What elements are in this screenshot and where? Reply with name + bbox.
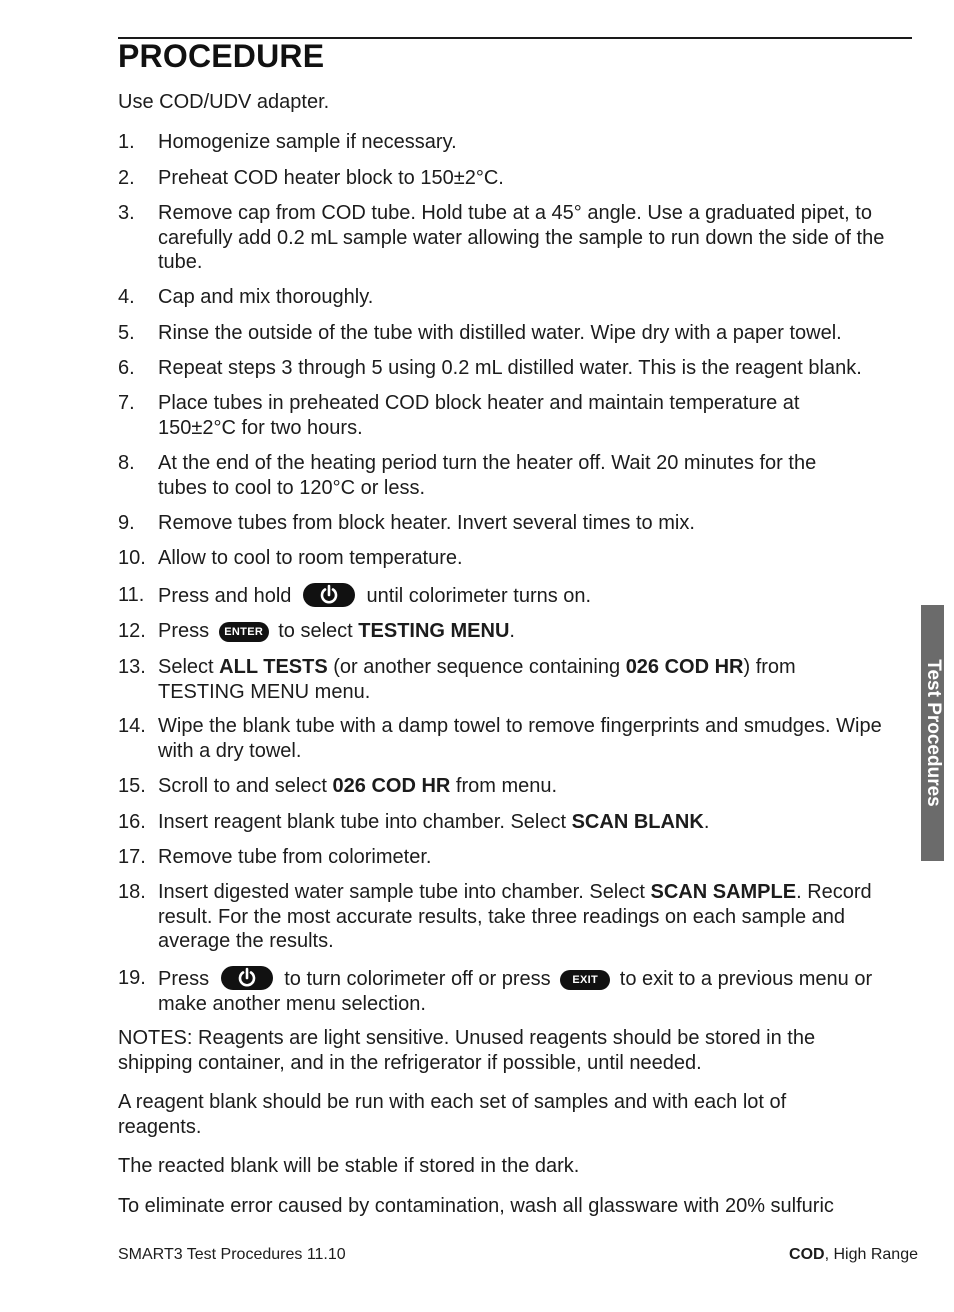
step [118,511,918,536]
step [118,451,918,500]
step-number: 19. [118,967,146,989]
step [118,966,918,1016]
step-number: 5. [118,322,135,344]
menu-name: TESTING MENU [358,620,510,642]
step-text: from menu. [455,775,558,797]
menu-name: ALL TESTS [219,656,328,678]
step [118,583,918,609]
power-icon [303,583,355,607]
note-paragraph: NOTES: Reagents are light sensitive. Unused reagents should be stored in the shipping container, and in the refrigerator if possible, until needed. [118,1027,816,1074]
step-number: 6. [118,357,135,379]
step-text: . [509,620,515,642]
note-paragraph: The reacted blank will be stable if stored in the dark. [118,1155,580,1177]
footer-left: SMART3 Test Procedures 11.10 [118,1246,346,1263]
step-text: to exit to a previous menu or make another menu selection. [158,968,873,1015]
step [118,356,928,381]
step [118,655,918,704]
step-text: Press [158,968,210,990]
section-side-tab [921,605,944,861]
step-number: 7. [118,392,135,414]
step-number: 8. [118,452,135,474]
step-text: Remove tube from colorimeter. [158,846,432,868]
step-text: ) from TESTING MENU menu. [158,656,796,703]
step-number: 18. [118,881,146,903]
power-icon [221,966,273,990]
step-text: Preheat COD heater block to 150±2°C. [158,167,504,189]
side-tab-label: Test Procedures [922,659,944,807]
menu-option: SCAN BLANK [571,811,704,833]
test-name: 026 COD HR [625,656,744,678]
exit-key-icon: EXIT [560,970,610,990]
step-number: 17. [118,846,146,868]
step-text: to turn colorimeter off or press [284,968,551,990]
step-text: Remove cap from COD tube. Hold tube at a 45° angle. Use a graduated pipet, to carefully add 0.2 mL sample water allowing the sample to run down the side of the tube. [158,202,885,273]
step [118,845,918,870]
step [118,880,918,954]
step [118,321,918,346]
step-text: Remove tubes from block heater. Invert several times to mix. [158,512,695,534]
step-text: Press [158,620,210,642]
step [118,619,918,644]
step-text: Insert reagent blank tube into chamber. Select [158,811,567,833]
step-text: . [703,811,710,833]
footer-right [789,1246,918,1264]
page-title: PROCEDURE [118,38,325,74]
step-text: . Record result. For the most accurate results, take three readings on each sample and average the results. [158,881,872,952]
step-text: (or another sequence containing [333,656,621,678]
step-number: 2. [118,167,135,189]
step [118,810,918,835]
step-number: 12. [118,620,146,642]
step [118,130,918,155]
test-name: 026 COD HR [332,775,451,797]
step-number: 13. [118,656,146,678]
menu-option: SCAN SAMPLE [650,881,797,903]
enter-key-icon: ENTER [219,622,269,642]
step-text: until colorimeter turns on. [366,585,592,607]
step-number: 16. [118,811,146,833]
step [118,391,918,440]
footer-range: , High Range [824,1246,918,1263]
step-text: to select [278,620,353,642]
step [118,774,918,799]
step [118,714,918,763]
step-text: Press and hold [158,585,292,607]
step-text: Repeat steps 3 through 5 using 0.2 mL distilled water. This is the reagent blank. [158,357,862,379]
step-number: 11. [118,584,145,606]
step-text: At the end of the heating period turn the heater off. Wait 20 minutes for the tubes to cool to 120°C or less. [158,452,817,499]
step-number: 1. [118,131,135,153]
step-number: 15. [118,775,146,797]
step-text: Rinse the outside of the tube with distilled water. Wipe dry with a paper towel. [158,322,842,344]
note-paragraph: A reagent blank should be run with each set of samples and with each lot of reagents. [118,1091,787,1138]
step-text: Cap and mix thoroughly. [158,286,374,308]
step [118,166,918,191]
step-number: 4. [118,286,135,308]
step-text: Scroll to and select [158,775,327,797]
step-number: 14. [118,715,146,737]
step-text: Wipe the blank tube with a damp towel to remove fingerprints and smudges. Wipe with a dry towel. [158,715,882,762]
step-text: Insert digested water sample tube into chamber. Select [158,881,645,903]
intro-text: Use COD/UDV adapter. [118,91,330,113]
step-number: 3. [118,202,135,224]
step-text: Allow to cool to room temperature. [158,547,463,569]
step-text: Homogenize sample if necessary. [158,131,457,153]
step [118,201,918,275]
step-text: Place tubes in preheated COD block heater and maintain temperature at 150±2°C for two hours. [158,392,800,439]
step-text: Select [158,656,214,678]
note-paragraph: To eliminate error caused by contamination, wash all glassware with 20% sulfuric [118,1195,834,1217]
step-number: 9. [118,512,135,534]
step-number: 10. [118,547,146,569]
step [118,546,918,571]
footer-test-name: COD [789,1246,825,1263]
step [118,285,918,310]
